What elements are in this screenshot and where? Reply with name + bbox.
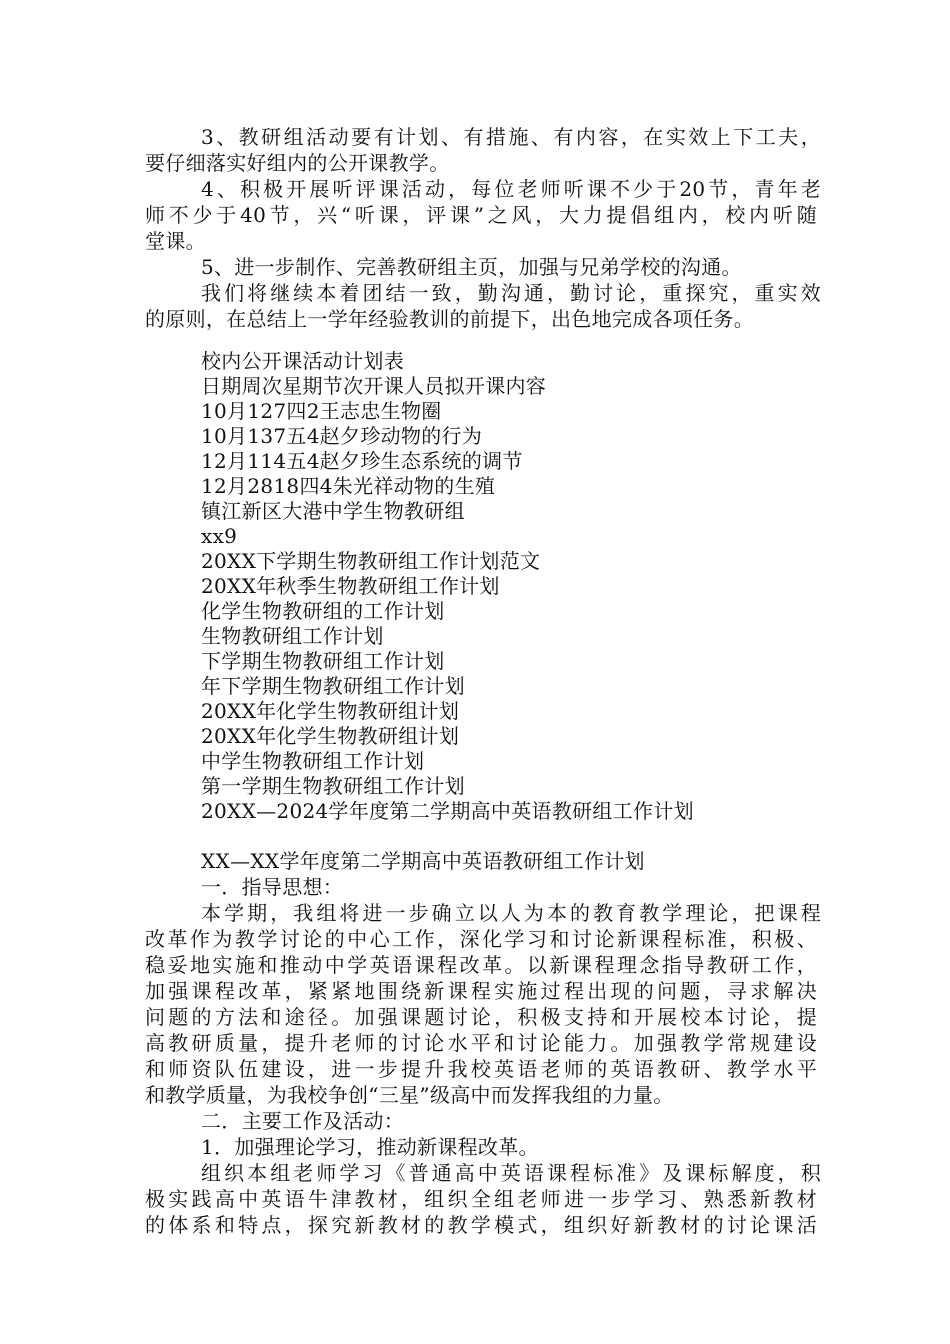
schedule-row: 12月2818四4朱光祥动物的生殖 xyxy=(201,474,496,498)
related-title: 化学生物教研组的工作计划 xyxy=(201,599,445,623)
related-title: 年下学期生物教研组工作计划 xyxy=(201,674,465,698)
related-title: 20XX—2024学年度第二学期高中英语教研组工作计划 xyxy=(201,799,694,823)
schedule-org: 镇江新区大港中学生物教研组 xyxy=(201,499,465,523)
item-1-line: 的体系和特点，探究新教材的教学模式，组织好新教材的讨论课活 xyxy=(145,1213,817,1237)
para-4-line-1: 4、积极开展听评课活动，每位老师听课不少于20节，青年老 xyxy=(201,177,821,201)
section-1-line: 加强课程改革，紧紧地围绕新课程实施过程出现的问题，寻求解决 xyxy=(145,979,817,1003)
schedule-row: 10月137五4赵夕珍动物的行为 xyxy=(201,424,483,448)
item-1-line: 组织本组老师学习《普通高中英语课程标准》及课标解度，积 xyxy=(201,1161,821,1185)
schedule-row: 10月127四2王志忠生物圈 xyxy=(201,399,442,423)
item-1-line: 极实践高中英语牛津教材，组织全组老师进一步学习、熟悉新教材 xyxy=(145,1187,817,1211)
para-5-line-1: 5、进一步制作、完善教研组主页，加强与兄弟学校的沟通。 xyxy=(201,255,742,279)
para-3-line-2: 要仔细落实好组内的公开课教学。 xyxy=(145,151,450,175)
para-6-line-2: 的原则，在总结上一学年经验教训的前提下，出色地完成各项任务。 xyxy=(145,307,754,331)
english-plan-title: XX—XX学年度第二学期高中英语教研组工作计划 xyxy=(201,849,645,873)
related-title: 中学生物教研组工作计划 xyxy=(201,749,425,773)
related-title: 20XX年化学生物教研组计划 xyxy=(201,699,460,723)
schedule-header: 日期周次星期节次开课人员拟开课内容 xyxy=(201,374,547,398)
section-1-line: 问题的方法和途径。加强课题讨论，积极支持和开展校本讨论，提 xyxy=(145,1005,817,1029)
section-1-line: 改革作为教学讨论的中心工作，深化学习和讨论新课程标准，积极、 xyxy=(145,927,817,951)
section-1-line: 稳妥地实施和推动中学英语课程改革。以新课程理念指导教研工作， xyxy=(145,953,817,977)
section-1-line: 高教研质量，提升老师的讨论水平和讨论能力。加强教学常规建设 xyxy=(145,1031,817,1055)
section-1-heading: 一．指导思想： xyxy=(201,875,344,899)
schedule-code: xx9 xyxy=(201,524,238,548)
section-1-line: 和教学质量，为我校争创“三星”级高中而发挥我组的力量。 xyxy=(145,1083,674,1107)
para-4-line-2: 师不少于40节，兴“听课，评课”之风，大力提倡组内，校内听随 xyxy=(145,203,817,227)
related-title: 下学期生物教研组工作计划 xyxy=(201,649,445,673)
section-1-line: 本学期，我组将进一步确立以人为本的教育教学理论，把课程 xyxy=(201,901,821,925)
section-1-line: 和师资队伍建设，进一步提升我校英语老师的英语教研、教学水平 xyxy=(145,1057,817,1081)
para-4-line-3: 堂课。 xyxy=(145,229,206,253)
item-1-heading: 1．加强理论学习，推动新课程改革。 xyxy=(201,1135,539,1159)
schedule-title: 校内公开课活动计划表 xyxy=(201,349,404,373)
related-title: 20XX年化学生物教研组计划 xyxy=(201,724,460,748)
schedule-row: 12月114五4赵夕珍生态系统的调节 xyxy=(201,449,523,473)
related-title: 20XX下学期生物教研组工作计划范文 xyxy=(201,549,541,573)
para-6-line-1: 我们将继续本着团结一致，勤沟通，勤讨论，重探究，重实效 xyxy=(201,281,821,305)
related-title: 20XX年秋季生物教研组工作计划 xyxy=(201,574,500,598)
para-3-line-1: 3、教研组活动要有计划、有措施、有内容，在实效上下工夫， xyxy=(201,125,821,149)
related-title: 第一学期生物教研组工作计划 xyxy=(201,774,465,798)
related-title: 生物教研组工作计划 xyxy=(201,624,384,648)
section-2-heading: 二．主要工作及活动： xyxy=(201,1109,404,1133)
